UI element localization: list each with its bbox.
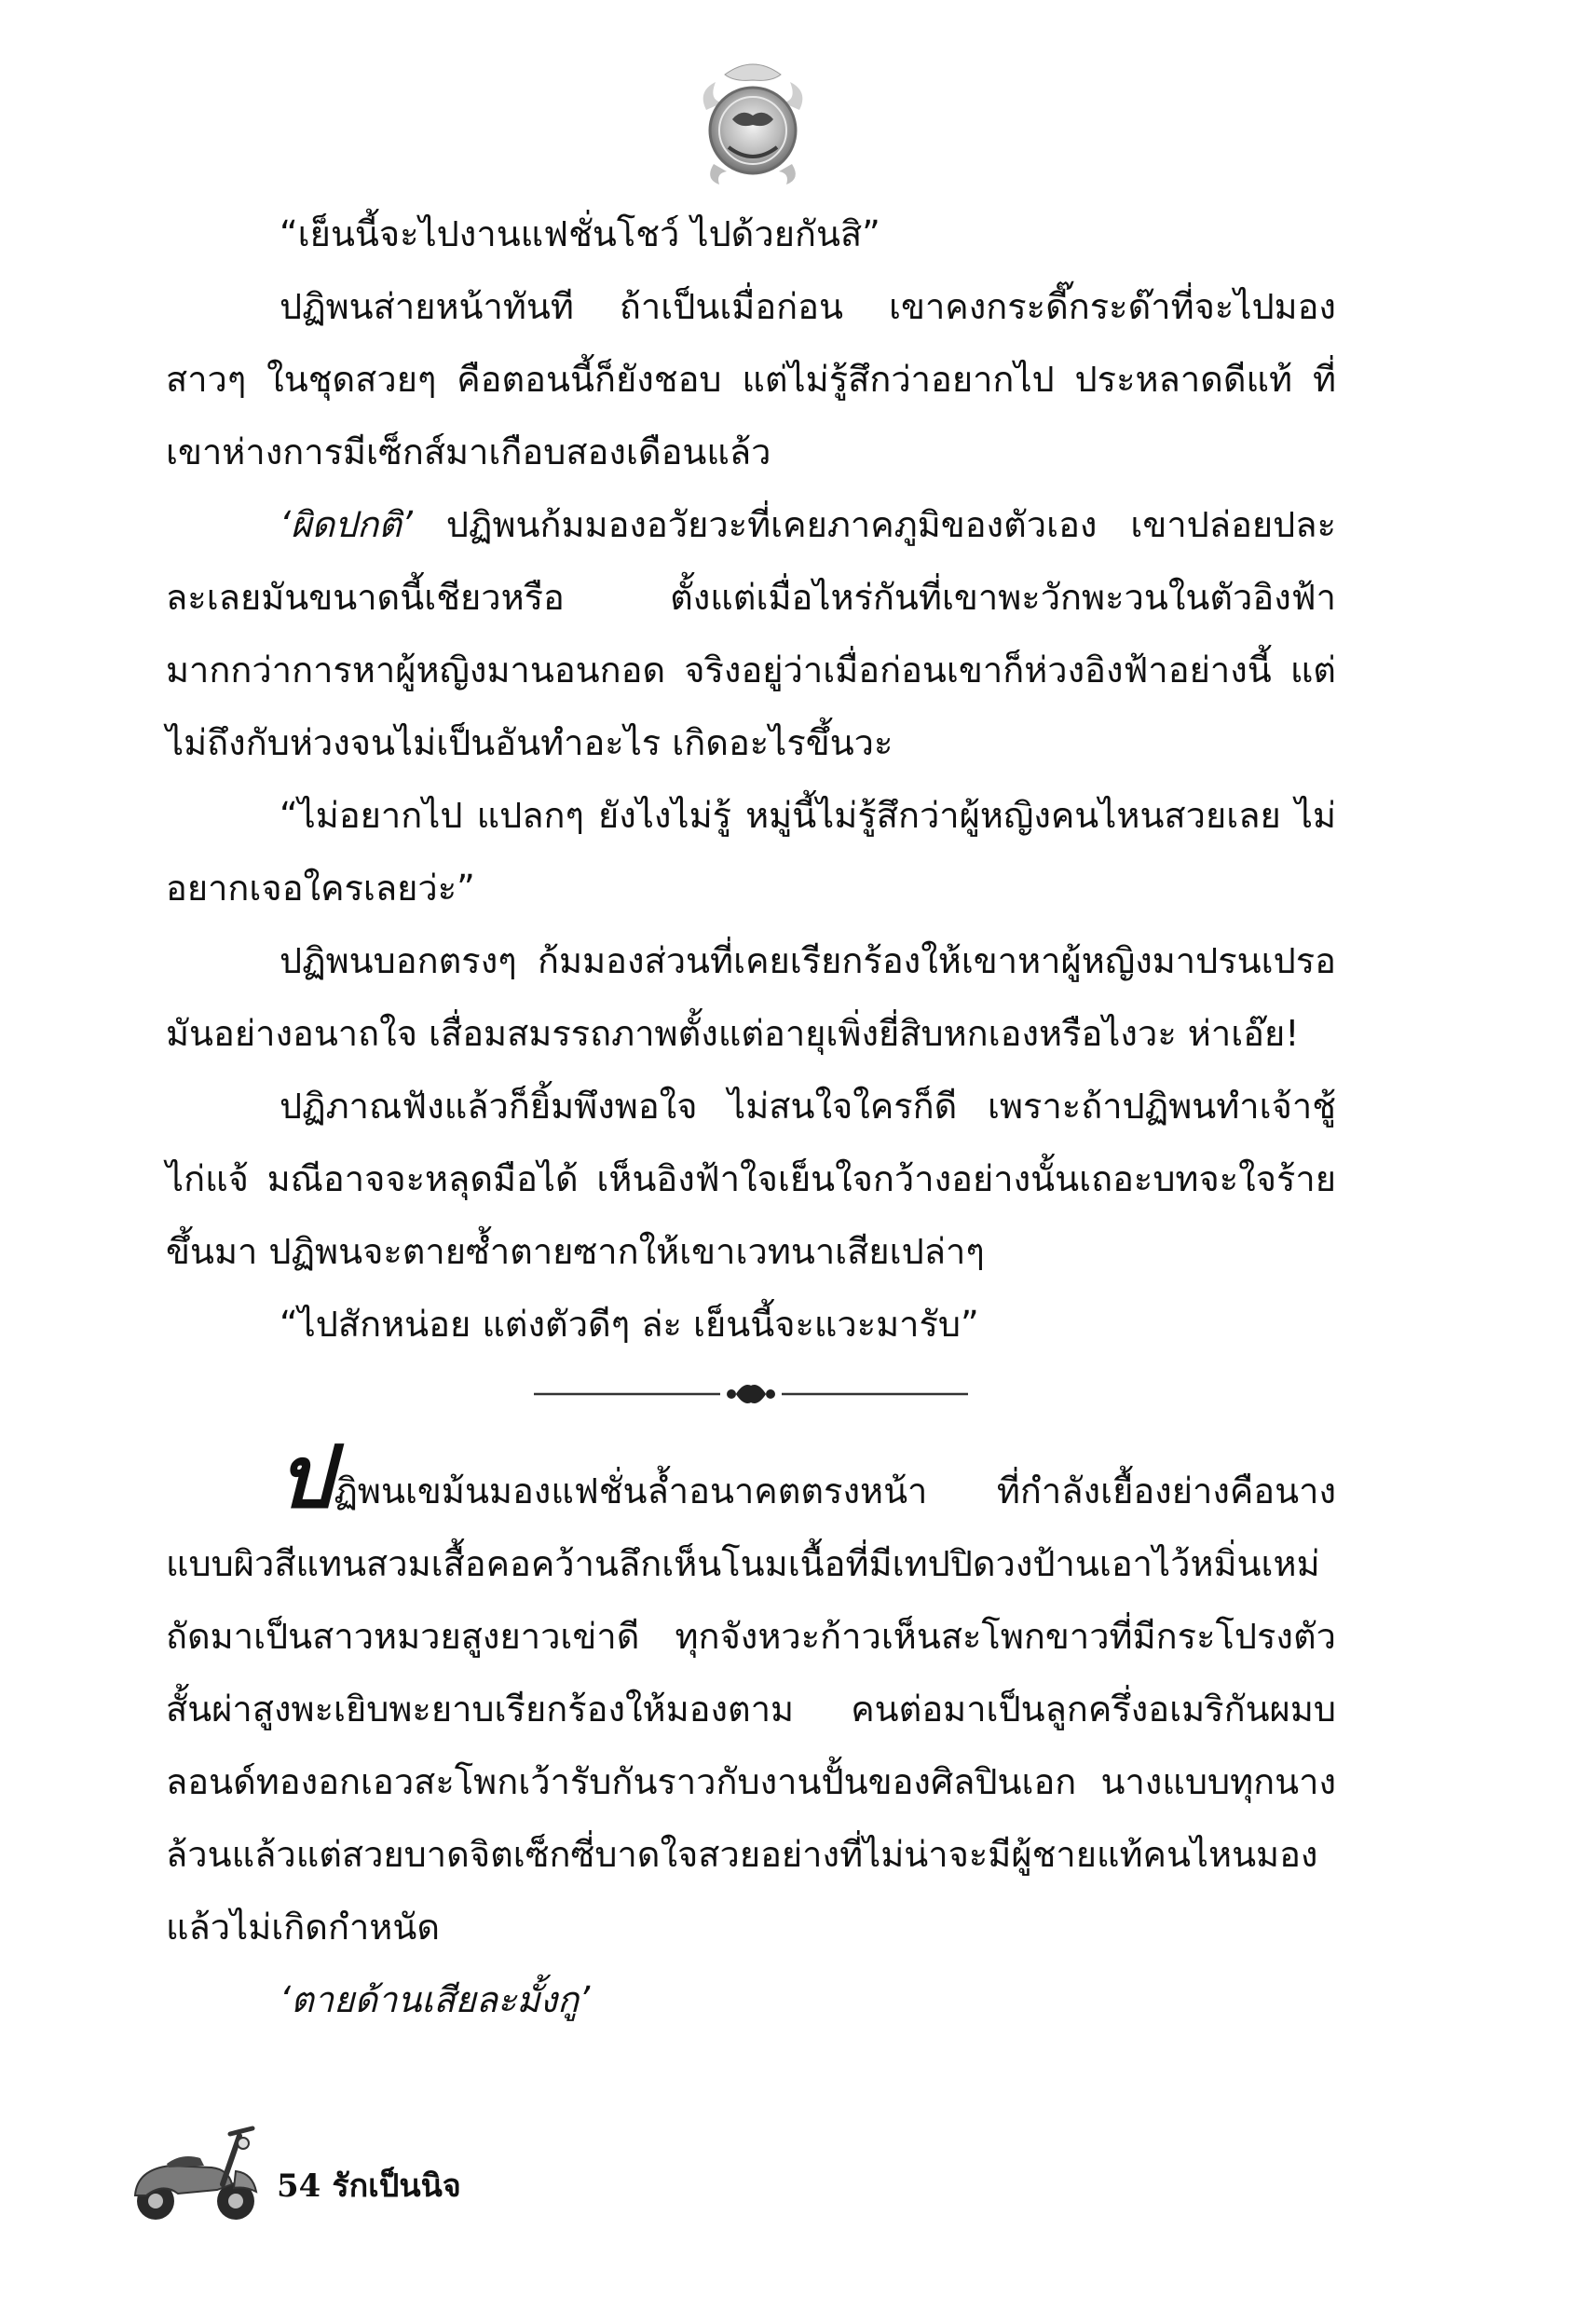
italic-thought: ‘ตายด้านเสียละมั้งกู’ [280, 1979, 591, 2020]
section-divider [166, 1361, 1336, 1444]
emblem-icon [688, 54, 818, 194]
paragraph-dropcap: ปฏิพนเขม้นมองแฟชั่นล้ำอนาคตตรงหน้า ที่กำลังเยื้องย่างคือนางแบบผิวสีแทนสวมเสื้อคอคว้านลึกเห็นโนมเนื้อที่มีเทปปิดวงป้านเอาไว้หมิ่นเหม่ ถัดมาเป็นสาวหมวยสูงยาวเข่าดี ทุกจังหวะก้าวเห็นสะโพกขาวที่มีกระโปรงตัวสั้นผ่าสูงพะเยิบพะยาบเรียกร้องให้มองตาม คนต่อมาเป็นลูกครึ่งอเมริกันผมบลอนด์ทองอกเอวสะโพกเว้ารับกันราวกับงานปั้นของศิลปินเอก นางแบบทุกนางล้วนแล้วแต่สวยบาดจิตเซ็กซี่บาดใจสวยอย่างที่ไม่น่าจะมีผู้ชายแท้คนไหนมองแล้วไม่เกิดกำหนัด [166, 1427, 1336, 1948]
paragraph: “เย็นนี้จะไปงานแฟชั่นโชว์ ไปด้วยกันสิ” [280, 213, 880, 254]
paragraph: “ไปสักหน่อย แต่งตัวดีๆ ล่ะ เย็นนี้จะแวะมารับ” [280, 1304, 979, 1345]
italic-thought: ‘ผิดปกติ’ [280, 504, 413, 545]
footer-label [277, 2167, 461, 2205]
paragraph: “ไม่อยากไป แปลกๆ ยังไงไม่รู้ หมู่นี้ไม่รู้สึกว่าผู้หญิงคนไหนสวยเลย ไม่อยากเจอใครเลยว่ะ” [166, 795, 1336, 909]
paragraph: ปฏิภาณฟังแล้วก็ยิ้มพึงพอใจ ไม่สนใจใครก็ดี เพราะถ้าปฏิพนทำเจ้าชู้ไก่แจ้ มณีอาจจะหลุดมือได้ เห็นอิงฟ้าใจเย็นใจกว้างอย่างนั้นเถอะบทจะใจร้ายขึ้นมา ปฏิพนจะตายซ้ำตายซากให้เขาเวทนาเสียเปล่าๆ [166, 1086, 1336, 1272]
paragraph: ‘ผิดปกติ’ ปฏิพนก้มมองอวัยวะที่เคยภาคภูมิของตัวเอง เขาปล่อยปละละเลยมันขนาดนี้เชียวหรือ ตั้งแต่เมื่อไหร่กันที่เขาพะวักพะวนในตัวอิงฟ้ามากกว่าการหาผู้หญิงมานอนกอด จริงอยู่ว่าเมื่อก่อนเขาก็ห่วงอิงฟ้าอย่างนี้ แต่ไม่ถึงกับห่วงจนไม่เป็นอันทำอะไร เกิดอะไรขึ้นวะ [166, 504, 1336, 763]
page-number: 54 [277, 2167, 321, 2205]
book-title: รักเป็นนิจ [332, 2167, 461, 2205]
body-text [166, 198, 1336, 2036]
paragraph [166, 1963, 1336, 2036]
scooter-icon [126, 2115, 266, 2227]
paragraph: ปฏิพนบอกตรงๆ ก้มมองส่วนที่เคยเรียกร้องให้เขาหาผู้หญิงมาปรนเปรอมันอย่างอนาถใจ เสื่อมสมรรถภาพตั้งแต่อายุเพิ่งยี่สิบหกเองหรือไงวะ ห่าเอ๊ย! [166, 940, 1336, 1054]
page-footer [126, 2115, 685, 2227]
paragraph: ปฏิพนส่ายหน้าทันที ถ้าเป็นเมื่อก่อน เขาคงกระดี๊กระด๊าที่จะไปมองสาวๆ ในชุดสวยๆ คือตอนนี้ก็ยังชอบ แต่ไม่รู้สึกว่าอยากไป ประหลาดดีแท้ ที่เขาห่างการมีเซ็กส์มาเกือบสองเดือนแล้ว [166, 286, 1336, 472]
drop-cap: ป [278, 1427, 333, 1527]
